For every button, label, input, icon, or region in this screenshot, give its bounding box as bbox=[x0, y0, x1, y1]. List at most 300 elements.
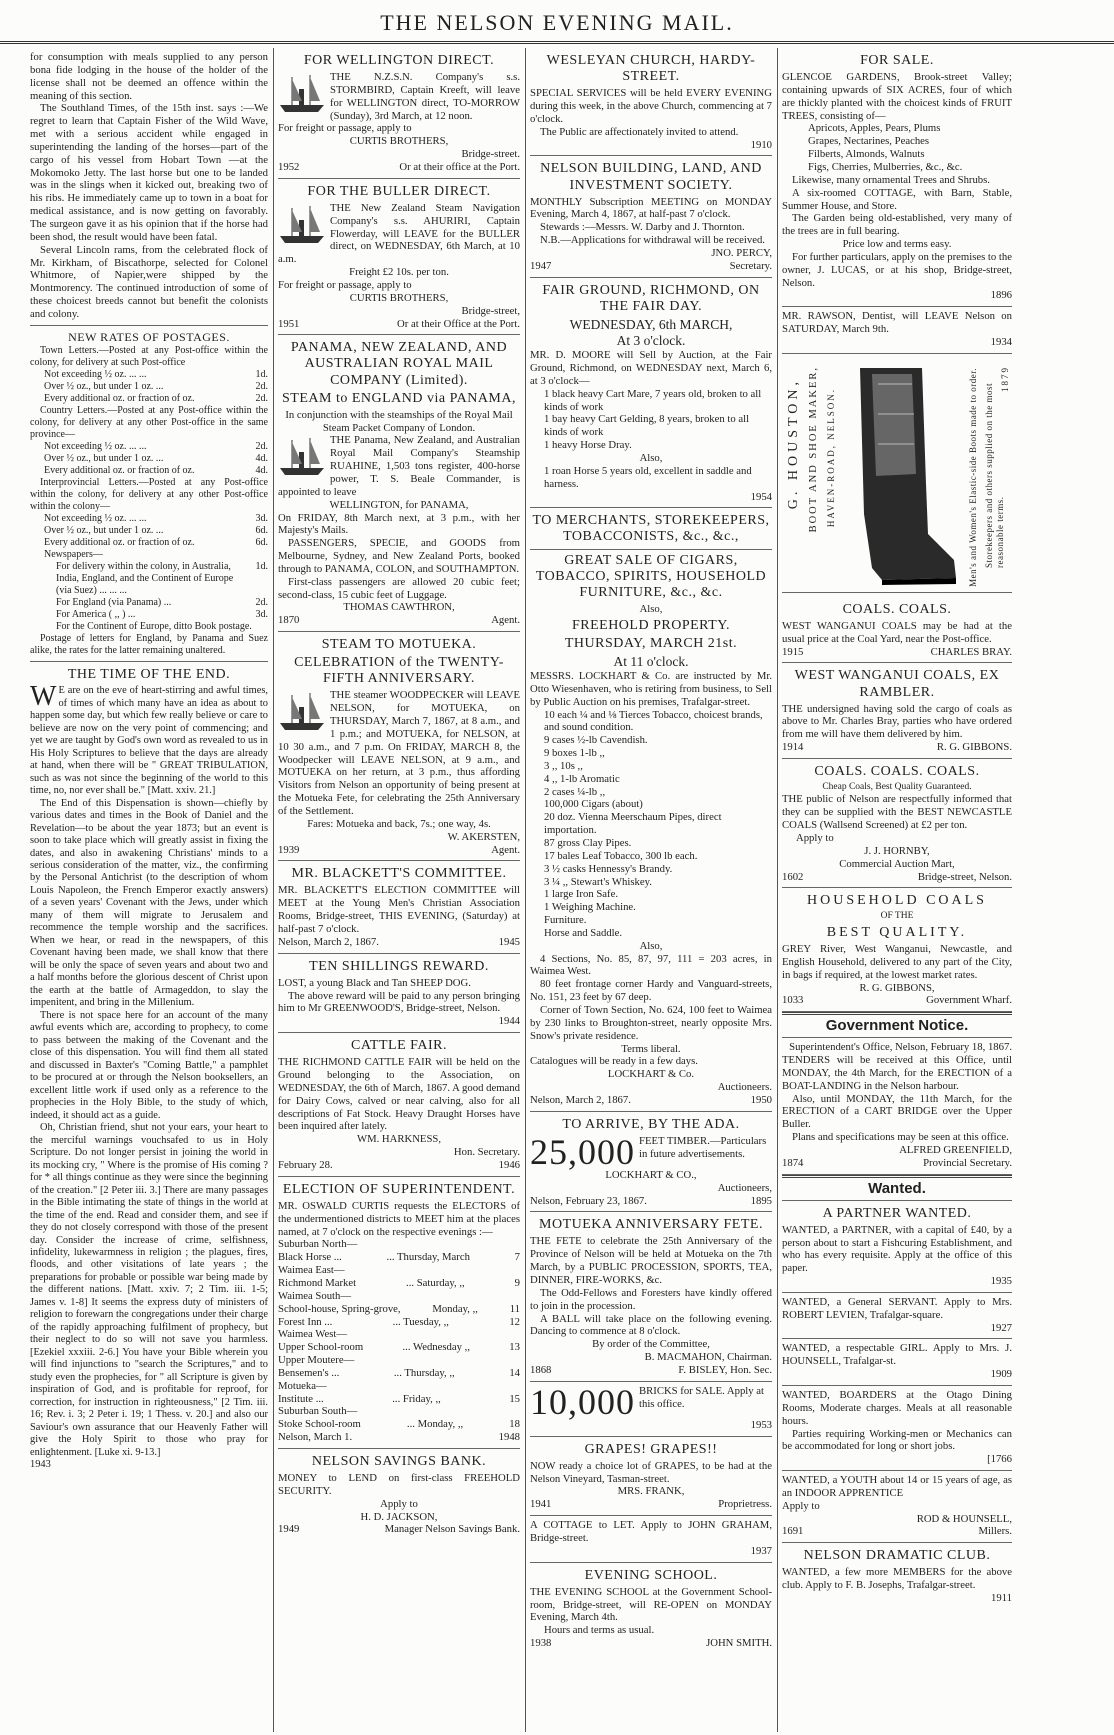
ad-west-wanganui-rambler bbox=[782, 663, 1012, 759]
ad-number: 1895 bbox=[750, 1194, 772, 1207]
election-row-cell: 14 bbox=[509, 1366, 520, 1379]
ad-signature: Secretary. bbox=[729, 259, 772, 272]
postage-row-cell: 4d. bbox=[255, 453, 268, 465]
ad-signature: Agent. bbox=[491, 843, 520, 856]
ad-heading: MR. BLACKETT'S COMMITTEE. bbox=[291, 866, 507, 882]
ad-signature: MRS. FRANK, bbox=[617, 1485, 685, 1498]
ad-partner-wanted bbox=[782, 1201, 1012, 1293]
postage-text: Country Letters.—Posted at any Post-office within the colony, for delivery at any other Post-office in the same province— bbox=[30, 405, 268, 441]
election-row-cell: 11 bbox=[509, 1302, 520, 1315]
postage-row bbox=[44, 441, 268, 453]
ad-signature: R. G. GIBBONS, bbox=[859, 981, 935, 994]
ad-date: Nelson, March 2, 1867. bbox=[278, 935, 379, 948]
election-row-cell: Forest Inn ... bbox=[278, 1315, 333, 1328]
ad-text: WANTED, a General SERVANT. Apply to Mrs. ROBERT LEVIEN, Trafalgar-square. bbox=[782, 1295, 1012, 1321]
ad-text: WEST WANGANUI COALS may be had at the usual price at the Coal Yard, near the Post-office. bbox=[782, 619, 1012, 645]
steamship-icon bbox=[278, 434, 326, 478]
postage-row-cell: Not exceeding ½ oz. ... ... bbox=[44, 369, 147, 381]
auction-list bbox=[530, 388, 772, 452]
election-row-cell: 15 bbox=[509, 1392, 520, 1405]
election-row bbox=[278, 1393, 520, 1406]
ad-signature: CURTIS BROTHERS, bbox=[349, 135, 449, 148]
ad-footer bbox=[782, 1525, 1012, 1538]
section-heading: Government Notice. bbox=[825, 1017, 969, 1035]
masthead bbox=[0, 0, 1114, 44]
postage-row-cell: 2d. bbox=[255, 441, 268, 453]
auction-item: 1 Weighing Machine. bbox=[544, 901, 636, 914]
ad-text: For freight or passage, apply to bbox=[278, 279, 412, 291]
ad-footer bbox=[782, 646, 1012, 659]
ad-signature: Hon. Secretary. bbox=[453, 1146, 520, 1159]
election-row-cell: Institute ... bbox=[278, 1392, 324, 1405]
ad-signature: LOCKHART & Co. bbox=[607, 1068, 695, 1081]
ad-text: A BALL will take place on the following evening. Dancing to commence at 8 o'clock. bbox=[530, 1312, 772, 1338]
ad-number: 1953 bbox=[750, 1418, 772, 1431]
postage-row bbox=[44, 369, 268, 381]
ad-number: 1946 bbox=[498, 1158, 520, 1171]
postage-rate-table bbox=[30, 513, 268, 549]
column-rule bbox=[525, 48, 526, 1732]
ad-signature: J. J. HORNBY, bbox=[864, 844, 930, 857]
auction-item: 1 large Iron Safe. bbox=[544, 888, 618, 901]
ad-text: MR. D. MOORE will Sell by Auction, at the Fair Ground, Richmond, on WEDNESDAY next, March 6, at 3 o'clock— bbox=[530, 349, 772, 387]
election-row bbox=[278, 1238, 520, 1251]
ad-text: SPECIAL SERVICES will be held EVERY EVENING during this week, in the above Church, commencing at 7 o'clock. bbox=[530, 87, 772, 125]
ad-number: 1874 bbox=[782, 1156, 804, 1169]
ad-text: GLENCOE GARDENS, Brook-street Valley; containing upwards of SIX ACRES, four of which are thickly planted with the choicest kinds of FRUIT TREES, consisting of— bbox=[782, 71, 1012, 122]
ad-heading: WESLEYAN CHURCH, HARDY-STREET. bbox=[546, 53, 756, 85]
election-row bbox=[278, 1316, 520, 1329]
article-text: The End of this Dispensation is shown—chiefly by various dates and times in the Book of Daniel and the Revelation—to be about the year 1873; but an event is soon to take place which will greatly assist in fixing the dates, and also in awakening Christians' minds to a serious consideration of the matter, viz., the confirming by the Personal Antichrist (to the description of whom Louis Napoleon, the French Emperor exactly answers) of a seven years' Covenant with the Jews, under which many of them will migrate to Jerusalem and recommence the temple worship and the sacrifices. When we hear, or read in the newspapers, of this Covenant having been made, we shall know that there will be only the space of seven years and about two and a half months before the glorious descent of Christ upon the earth at the battle of Armageddon, to slay the impenitent, and bring in the Millenium. bbox=[30, 797, 268, 1009]
ad-household-coals bbox=[782, 888, 1012, 1012]
ad-number: 1914 bbox=[782, 741, 804, 754]
ad-text: FEET TIMBER.—Particulars in future advertisements. bbox=[639, 1134, 767, 1160]
ad-signature: W. AKERSTEN, bbox=[447, 830, 520, 843]
ad-girl-wanted bbox=[782, 1339, 1012, 1386]
ad-text: Likewise, many ornamental Trees and Shrubs. bbox=[792, 173, 990, 186]
ad-heading: NELSON SAVINGS BANK. bbox=[311, 1453, 487, 1469]
ad-text: For freight or passage, apply to bbox=[278, 122, 412, 135]
election-row bbox=[278, 1418, 520, 1431]
election-row-cell: Waimea East— bbox=[278, 1264, 345, 1277]
ad-fair-ground-auction bbox=[530, 278, 772, 509]
ad-text: THE undersigned having sold the cargo of coals as above to Mr. Charles Bray, parties who have ordered from me will have them delivered by him. bbox=[782, 702, 1012, 741]
auction-item: 3 ½ casks Hennessy's Brandy. bbox=[544, 862, 673, 875]
ad-heading: NELSON DRAMATIC CLUB. bbox=[803, 1548, 991, 1564]
ad-panama-mail bbox=[278, 335, 520, 632]
ad-signature: Agent. bbox=[491, 614, 520, 627]
ad-signature: H. D. JACKSON, bbox=[360, 1510, 438, 1523]
ad-text: Catalogues will be ready in a few days. bbox=[530, 1055, 698, 1068]
postage-row-cell: 3d. bbox=[255, 513, 268, 525]
postage-text: Town Letters.—Posted at any Post-office within the colony, for delivery at such Post-office bbox=[30, 345, 268, 369]
ad-wellington-direct bbox=[278, 48, 520, 179]
ad-text: WANTED, a few more MEMBERS for the above club. Apply to F. B. Josephs, Trafalgar-street. bbox=[782, 1566, 1012, 1592]
ad-signature: Millers. bbox=[978, 1525, 1012, 1538]
ad-signature: F. BISLEY, Hon. Sec. bbox=[678, 1363, 772, 1376]
ad-number: 1944 bbox=[498, 1015, 520, 1028]
ad-heading: EVENING SCHOOL. bbox=[584, 1567, 718, 1583]
auction-item: 9 boxes 1-lb ,, bbox=[544, 747, 605, 760]
boot-ad-trade: BOOT AND SHOE MAKER, bbox=[808, 365, 819, 533]
ad-number: 1941 bbox=[530, 1498, 552, 1511]
ad-signature: CHARLES BRAY. bbox=[930, 645, 1012, 658]
ad-text: Fares: Motueka and back, 7s.; one way, 4s. bbox=[307, 817, 491, 830]
ad-heading: FOR SALE. bbox=[860, 53, 934, 68]
ad-number: 1938 bbox=[530, 1637, 552, 1650]
ad-number: [1766 bbox=[987, 1453, 1012, 1466]
ad-text: Also, bbox=[639, 939, 663, 952]
ad-government-tenders bbox=[782, 1038, 1012, 1174]
ad-text: MR. OSWALD CURTIS requests the ELECTORS of the undermentioned districts to MEET him at the places named, at 7 o'clock on the respective evenings :— bbox=[278, 1199, 520, 1238]
postage-label: For delivery within the colony, in Australia, India, England, and the Continent of Europe (via Suez) ... ... ... bbox=[56, 561, 234, 597]
ad-footer bbox=[278, 318, 520, 331]
ad-footer bbox=[278, 614, 520, 627]
postage-row bbox=[44, 525, 268, 537]
postage-text: Postage of letters for England, by Panama and Suez alike, the rates for the latter remaining unaltered. bbox=[30, 633, 268, 657]
postage-row-cell: Over ½ oz., but under 1 oz. ... bbox=[44, 525, 164, 537]
ad-rawson-dentist bbox=[782, 307, 1012, 354]
ad-number: 1943 bbox=[30, 1459, 51, 1471]
ad-text: THE New Zealand Steam Navigation Company's s.s. AHURIRI, Captain Flowerday, will LEAVE for the BULLER direct, on WEDNESDAY, 6th March, at 10 a.m. bbox=[278, 201, 520, 266]
column-rule bbox=[777, 48, 778, 1732]
ad-text: THE RICHMOND CATTLE FAIR will be held on the Ground belonging to the Association, on WEDNESDAY, the 6th of March, 1867. A good demand for Dairy Cows, calved or near calving, also for all descriptions of Fat Stock. Heavy Draught Horses have been inquired after lately. bbox=[278, 1056, 520, 1133]
ad-signature: JOHN SMITH. bbox=[706, 1637, 772, 1650]
auction-list bbox=[530, 709, 772, 940]
column-4 bbox=[782, 48, 1012, 1732]
ad-heading: HOUSEHOLD COALS bbox=[807, 893, 987, 909]
ad-blackett-committee bbox=[278, 861, 520, 953]
column-3 bbox=[530, 48, 772, 1732]
article-text: Oh, Christian friend, shut not your ears, your heart to the merciful warnings vouchsafed to us in Holy Scripture. Do not longer persist in joining the world in its mocking cry, " Where is the promise of His coming ? for * all things continue as they were since the beginning of the creation." [2 Peter iii. 3.] There are many passages in the Bible intimating the state of things in the world at the time of the end. Read and consider them, and see if they do not closely correspond with those of the present day. Consider the increase of crime, selfishness, infidelity, lukewarmness in religion ; the plagues, fires, floods, and other visitations of late years ; the preparations for probable or possible war being made by the different nations. [Matt. xxiv. 7; 2 Tim. iii. 1-5; James v. 1-8] It seems the express duty of ministers of religion to forewarn the congregations under their charge of the rapidly approaching fulfilment of prophecy, but their neglect to do so will not save you harmless. [Ezekiel xxxiii. 2-6.] You have your Bible wherein you will find injunctions to "search the Scriptures," and to study even the prophecies, for " all Scripture is given by inspiration of God, and is profitable for reproof, for correction, for instruction in righteousness," [2 Tim. iii. 16; Rev. i. 3; 2 Peter i. 19; 1 Thess. v. 20.] and also our Saviour's own assurance that our Heavenly Father will give the Holy Spirit to those who pray for enlightenment. [Luke xi. 9-13.] bbox=[30, 1122, 268, 1458]
ad-footer bbox=[278, 844, 520, 857]
ad-number: 1602 bbox=[782, 870, 804, 883]
election-row-cell: ... Tuesday, ,, bbox=[392, 1315, 449, 1328]
ad-date: February 28. bbox=[278, 1158, 333, 1171]
election-schedule bbox=[278, 1238, 520, 1431]
election-row-cell: Suburban North— bbox=[278, 1238, 358, 1251]
ad-footer bbox=[782, 994, 1012, 1007]
ad-text: THE N.Z.S.N. Company's s.s. STORMBIRD, Captain Kreeft, will leave for WELLINGTON direct, TO-MORROW (Sunday), 3rd March, at 12 noon. bbox=[330, 71, 520, 122]
election-row-cell: 9 bbox=[514, 1276, 520, 1289]
election-row-cell: ... Thursday, March bbox=[386, 1251, 470, 1264]
ad-heading: COALS. COALS. COALS. bbox=[814, 764, 980, 779]
ad-signature: Proprietress. bbox=[718, 1498, 772, 1511]
article-text: Several Lincoln rams, from the celebrated flock of Mr. Kirkham, of Biscathorpe, selected for Colonel Whitmore, of Napier,were shipped by the Montmorency. The continued introduction of some of these choicest breeds cannot but benefit the colonists and colony. bbox=[30, 243, 268, 320]
ad-text: 80 feet frontage corner Hardy and Vanguard-streets, No. 151, 23 feet by 67 deep. bbox=[530, 978, 772, 1004]
ad-text: 4 Sections, No. 85, 87, 97, 111 = 203 acres, in Waimea West. bbox=[530, 952, 772, 978]
postage-value: 3d. bbox=[255, 609, 268, 621]
postage-row bbox=[44, 381, 268, 393]
ad-heading: TEN SHILLINGS REWARD. bbox=[309, 958, 489, 974]
ad-footer bbox=[530, 1364, 772, 1377]
ad-evening-school bbox=[530, 1563, 772, 1654]
ad-text: WANTED, BOARDERS at the Otago Dining Rooms, Moderate charges. Meals at all reasonable hours. bbox=[782, 1389, 1012, 1427]
ad-text: BRICKS for SALE. Apply at this office. bbox=[639, 1384, 764, 1410]
ad-heading: FAIR GROUND, RICHMOND, ON THE FAIR DAY. bbox=[542, 282, 760, 314]
election-row bbox=[278, 1328, 520, 1341]
ad-number: 1934 bbox=[990, 335, 1012, 348]
ad-signature: ROD & HOUNSELL, bbox=[916, 1512, 1012, 1525]
postage-rate-table bbox=[30, 441, 268, 477]
postage-newspapers-label: Newspapers— bbox=[44, 549, 103, 561]
ad-number: 1939 bbox=[278, 843, 300, 856]
steamship-icon bbox=[278, 71, 326, 115]
ad-heading: CATTLE FAIR. bbox=[351, 1038, 447, 1054]
ad-number: 1947 bbox=[530, 259, 552, 272]
auction-item: 2 cases ¼-lb ,, bbox=[544, 785, 606, 798]
ad-heading: COALS. COALS. bbox=[842, 601, 952, 617]
postage-row-cell: 2d. bbox=[255, 381, 268, 393]
ad-subheading: FREEHOLD PROPERTY. bbox=[571, 617, 731, 633]
ad-text: Also, bbox=[639, 602, 663, 615]
ad-motueka-fete bbox=[530, 1212, 772, 1381]
ad-text: WANTED, a PARTNER, with a capital of £40, by a person about to start a Fishcuring Establishment, and who has every requisite. Apply at the office of this paper. bbox=[782, 1223, 1012, 1275]
ad-text: First-class passengers are allowed 20 cubic feet; second-class, 15 cubic feet of Luggage. bbox=[278, 575, 520, 601]
auction-item: 20 doz. Vienna Meerschaum Pipes, direct importation. bbox=[544, 811, 722, 837]
auction-item: 4 ,, 1-lb Aromatic bbox=[544, 772, 620, 785]
ad-text: The Garden being old-established, very many of the trees are in full bearing. bbox=[782, 212, 1012, 238]
auction-item: 9 cases ½-lb Cavendish. bbox=[544, 734, 648, 747]
article-text: E are on the eve of heart-stirring and awful times, of times of which many have an idea as about to happen some day, but which few really believe or care to believe are now on the very point of commencing; and yet we are taught by God's own word as revealed to us in His Holy Scriptures to believe that the days are already at hand, when there will be " GREAT TRIBULATION, such as was not since the beginning of the world to this time, no, nor ever shall be." [Matt. xxiv. 21.] bbox=[30, 685, 268, 797]
auction-item: 10 each ¼ and ⅛ Tierces Tobacco, choicest brands, and sound condition. bbox=[544, 708, 763, 734]
ad-heading: PANAMA, NEW ZEALAND, AND AUSTRALIAN ROYAL MAIL COMPANY (Limited). bbox=[290, 340, 508, 388]
ad-footer bbox=[278, 1159, 520, 1172]
ad-text: A COTTAGE to LET. Apply to JOHN GRAHAM, Bridge-street. bbox=[530, 1519, 772, 1544]
ad-footer bbox=[278, 936, 520, 949]
ad-date: THURSDAY, MARCH 21st. bbox=[564, 635, 738, 651]
postage-row bbox=[30, 597, 268, 609]
election-row-cell: 18 bbox=[509, 1418, 520, 1431]
election-row-cell: ... Thursday, ,, bbox=[393, 1366, 455, 1379]
ad-text: N.B.—Applications for withdrawal will be received. bbox=[540, 234, 765, 247]
column-rule bbox=[273, 48, 274, 1732]
ad-footer bbox=[530, 1637, 772, 1650]
boot-ad-name: G. HOUSTON, bbox=[786, 377, 801, 510]
ad-number: 1952 bbox=[278, 161, 300, 173]
election-row-cell: Richmond Market bbox=[278, 1276, 357, 1289]
ad-text: The Public are affectionately invited to attend. bbox=[540, 125, 739, 138]
postage-row-cell: Over ½ oz., but under 1 oz. ... bbox=[44, 453, 164, 465]
ad-heading: FOR WELLINGTON DIRECT. bbox=[303, 53, 495, 68]
ad-number: 1951 bbox=[278, 317, 300, 330]
ad-text: Corner of Town Section, No. 624, 100 feet to Waimea by 230 links to Broughton-street, nearly opposite Mrs. Snow's private residence. bbox=[530, 1003, 772, 1042]
postage-row-cell: 6d. bbox=[255, 537, 268, 549]
ad-heading: ELECTION OF SUPERINTENDENT. bbox=[282, 1181, 516, 1197]
steamship-icon bbox=[278, 202, 326, 246]
ad-text: Freight £2 10s. per ton. bbox=[349, 266, 449, 279]
ad-footer bbox=[530, 1498, 772, 1511]
newspaper-title: THE NELSON EVENING MAIL. bbox=[380, 10, 734, 35]
ad-signature: Bridge-street, Nelson. bbox=[917, 870, 1012, 883]
ad-signature: Auctioneers, bbox=[717, 1181, 772, 1194]
ad-coals-hornby bbox=[782, 759, 1012, 888]
ad-signature: R. G. GIBBONS. bbox=[936, 741, 1012, 754]
ad-building-society bbox=[530, 156, 772, 277]
fruit-list bbox=[782, 122, 1012, 173]
ad-footer bbox=[530, 1094, 772, 1107]
ad-text: For further particulars, apply on the premises to the owner, J. LUCAS, or at his shop, Bridge-street, Nelson. bbox=[782, 250, 1012, 289]
ad-signature: JNO. PERCY, bbox=[711, 246, 772, 259]
ad-text: Also, until MONDAY, the 11th March, for the ERECTION of a CART BRIDGE over the Upper Buller. bbox=[782, 1092, 1012, 1131]
ad-text: THE FETE to celebrate the 25th Anniversary of the Province of Nelson will be held at Motueka on the 7th March, by a PUBLIC PROCESSION, SPORTS, TEA, DINNER, FIRE-WORKS, &c. bbox=[530, 1235, 772, 1286]
ad-text: PASSENGERS, SPECIE, and GOODS from Melbourne, Sydney, and New Zealand Ports, booked through to PANAMA, COLON, and SOUTHAMPTON. bbox=[278, 537, 520, 575]
ad-number: 1950 bbox=[750, 1093, 772, 1106]
ad-footer bbox=[530, 260, 772, 273]
postage-row-cell: 2d. bbox=[255, 393, 268, 405]
ad-number: 1935 bbox=[990, 1275, 1012, 1288]
election-row bbox=[278, 1303, 520, 1316]
ad-text: MR. BLACKETT'S ELECTION COMMITTEE will MEET at the Young Men's Christian Association Rooms, Bridge-street, THIS EVENING, (Saturday) at half-past 7 o'clock. bbox=[278, 884, 520, 935]
article-postage-rates bbox=[30, 326, 268, 662]
postage-row-cell: 6d. bbox=[255, 525, 268, 537]
election-row-cell: 7 bbox=[514, 1251, 520, 1264]
boot-ad-text: Storekeepers and others supplied on the most reasonable terms. bbox=[984, 382, 1005, 568]
ad-coals-bray bbox=[782, 597, 1012, 664]
ad-signature: Or at their Office at the Port. bbox=[397, 317, 520, 330]
ad-text: WANTED, a respectable GIRL. Apply to Mrs. J. HOUNSELL, Trafalgar-st. bbox=[782, 1342, 1012, 1368]
ad-heading: MOTUEKA ANNIVERSARY FETE. bbox=[539, 1217, 763, 1233]
ad-number: 1868 bbox=[530, 1363, 552, 1376]
postage-row bbox=[44, 513, 268, 525]
auction-item: 1 bay heavy Cart Gelding, 8 years, broken to all kinds of work bbox=[544, 413, 750, 439]
ad-heading: A PARTNER WANTED. bbox=[822, 1205, 972, 1221]
ad-heading: TO MERCHANTS, STOREKEEPERS, TOBACCONISTS, &c., &c., bbox=[532, 513, 770, 545]
fruit-item: Grapes, Nectarines, Peaches bbox=[808, 135, 930, 148]
auction-item: 87 gross Clay Pipes. bbox=[544, 837, 632, 849]
postage-row bbox=[30, 561, 268, 597]
ad-heading: WEST WANGANUI COALS, EX RAMBLER. bbox=[794, 668, 1000, 700]
ad-text: Terms liberal. bbox=[621, 1042, 681, 1055]
ad-signature: Provincial Secretary. bbox=[923, 1156, 1012, 1169]
ad-text: The Odd-Fellows and Foresters have kindly offered to join in the procession. bbox=[530, 1286, 772, 1312]
ad-subheading: CELEBRATION of the TWENTY-FIFTH ANNIVERSARY. bbox=[294, 655, 504, 687]
column-1 bbox=[30, 48, 268, 1732]
ad-text: In conjunction with the steamships of the Royal Mail Steam Packet Company of London. bbox=[285, 408, 513, 434]
article-licensing bbox=[30, 48, 268, 326]
ad-to-arrive-ada bbox=[530, 1112, 772, 1213]
ad-footer bbox=[278, 1523, 520, 1536]
election-row bbox=[278, 1277, 520, 1290]
ad-number: 1691 bbox=[782, 1525, 804, 1538]
ad-steam-motueka bbox=[278, 632, 520, 861]
election-row-cell: Black Horse ... bbox=[278, 1251, 342, 1264]
ad-buller-direct bbox=[278, 179, 520, 336]
ad-grapes bbox=[530, 1437, 772, 1516]
ad-heading: TO ARRIVE, BY THE ADA. bbox=[562, 1116, 740, 1132]
postage-text: Interprovincial Letters.—Posted at any Post-office within the colony, for delivery at any other Post-office within the colony— bbox=[30, 477, 268, 513]
ad-footer bbox=[782, 741, 1012, 754]
postage-row-cell: Every additional oz. or fraction of oz. bbox=[44, 537, 195, 549]
postage-value: 1d. bbox=[255, 561, 268, 573]
article-heading: NEW RATES OF POSTAGES. bbox=[68, 329, 230, 344]
ad-wesleyan-church bbox=[530, 48, 772, 156]
ad-youth-wanted bbox=[782, 1471, 1012, 1543]
article-text: There is not space here for an account of the many awful events which are, according to prophecy, to come to pass between the making of the Covenant and the close of this dispensation. You will find them all stated and discussed in Baxter's "Coming Battle," a pamphlet to be procured at or through the Nelson booksellers, an excellent little work if used only as a reference to the prophecies in the Holy Bible, to the study of which, indeed, it should act as a guide. bbox=[30, 1009, 268, 1121]
ad-date: Nelson, March 1. bbox=[278, 1431, 353, 1444]
fruit-item: Figs, Cherries, Mulberries, &c., &c. bbox=[808, 161, 963, 173]
ad-bricks bbox=[530, 1382, 772, 1437]
postage-row: For the Continent of Europe, ditto Book postage. bbox=[56, 621, 252, 633]
postage-row bbox=[30, 609, 268, 621]
ad-servant-wanted bbox=[782, 1293, 1012, 1340]
ad-text: THE Panama, New Zealand, and Australian Royal Mail Company's Steamship RUAHINE, 1,503 tons register, 400-horse power, T. S. Beale Commander, is appointed to leave bbox=[278, 434, 520, 498]
auction-item: 17 bales Leaf Tobacco, 300 lb each. bbox=[544, 849, 698, 862]
ad-number: 1870 bbox=[278, 614, 300, 627]
election-row-cell: Motueka— bbox=[278, 1379, 327, 1392]
section-government-notice bbox=[782, 1012, 1012, 1038]
ad-text: Plans and specifications may be seen at this office. bbox=[792, 1131, 1009, 1144]
ad-date: WEDNESDAY, 6th MARCH, bbox=[569, 316, 733, 332]
ad-signature: Or at their office at the Port. bbox=[399, 161, 520, 173]
ad-heading: BEST QUALITY. bbox=[826, 924, 968, 940]
ad-number: 1909 bbox=[990, 1368, 1012, 1381]
election-row-cell: ... Wednesday ,, bbox=[402, 1341, 470, 1354]
ad-election-superintendent bbox=[278, 1177, 520, 1449]
ad-cottage-to-let bbox=[530, 1516, 772, 1563]
ad-time: At 3 o'clock. bbox=[616, 333, 686, 349]
ad-text: MONTHLY Subscription MEETING on MONDAY Evening, March 4, 1867, at half-past 7 o'clock. bbox=[530, 195, 772, 221]
ad-text: TENDERS will be received at this Office, until MONDAY, the 4th March, for the ERECTION of a BOAT-LANDING in the Nelson harbour. bbox=[782, 1054, 1012, 1092]
ad-number: 1949 bbox=[278, 1523, 300, 1536]
ad-text: THE EVENING SCHOOL at the Government School-room, Bridge-street, will RE-OPEN on MONDAY Evening, March 4th. bbox=[530, 1585, 772, 1624]
boot-icon bbox=[842, 364, 962, 589]
postage-row-cell: Not exceeding ½ oz. ... ... bbox=[44, 441, 147, 453]
election-row-cell: Stoke School-room bbox=[278, 1418, 361, 1431]
postage-row bbox=[44, 453, 268, 465]
ad-subheading: Cheap Coals, Best Quality Guaranteed. bbox=[822, 782, 972, 793]
boot-ad-text: Men's and Women's Elastic-side Boots made to order. bbox=[968, 367, 978, 587]
ad-date: Nelson, February 23, 1867. bbox=[530, 1194, 647, 1207]
ad-footer bbox=[530, 1195, 772, 1208]
postage-row bbox=[44, 537, 268, 549]
ad-text: Price low and terms easy. bbox=[842, 238, 952, 251]
ad-signature: Commercial Auction Mart, bbox=[839, 857, 955, 870]
election-row-cell: Waimea South— bbox=[278, 1289, 352, 1302]
ad-date: Superintendent's Office, Nelson, February 18, 1867. bbox=[789, 1041, 1012, 1054]
ad-text: Apply to bbox=[782, 1499, 820, 1512]
ad-footer bbox=[278, 1431, 520, 1444]
election-row-cell: 12 bbox=[509, 1315, 520, 1328]
ad-text: Apply to bbox=[380, 1497, 418, 1510]
ad-text: The above reward will be paid to any person bringing him to Mr GREENWOOD'S, Bridge-street, Nelson. bbox=[278, 989, 520, 1015]
section-wanted bbox=[782, 1175, 1012, 1201]
ad-houston-boots bbox=[782, 358, 1012, 593]
postage-label: For England (via Panama) ... bbox=[56, 597, 172, 609]
postage-row-cell: Not exceeding ½ oz. ... ... bbox=[44, 513, 147, 525]
ad-text: Also, bbox=[639, 451, 663, 464]
ad-number: 1945 bbox=[498, 935, 520, 948]
election-row bbox=[278, 1380, 520, 1393]
ad-number: 1879 bbox=[1000, 365, 1010, 392]
postage-row-cell: Every additional oz. or fraction of oz. bbox=[44, 465, 195, 477]
auction-item: Furniture. bbox=[544, 914, 587, 927]
column-2 bbox=[278, 48, 520, 1732]
ad-text: By order of the Committee, bbox=[592, 1338, 710, 1351]
article-text: for consumption with meals supplied to any person bona fide lodging in the house of the holder of the license shall not be deemed an offence within the meaning of this section. bbox=[30, 51, 268, 102]
auction-item: 1 heavy Horse Dray. bbox=[544, 439, 632, 452]
ad-signature: Bridge-street. bbox=[461, 148, 520, 161]
ad-heading: NELSON BUILDING, LAND, AND INVESTMENT SOCIETY. bbox=[540, 161, 762, 193]
ad-cattle-fair bbox=[278, 1033, 520, 1177]
ad-footer bbox=[278, 161, 520, 174]
postage-row-cell: Over ½ oz., but under 1 oz. ... bbox=[44, 381, 164, 393]
election-row bbox=[278, 1264, 520, 1277]
postage-label: For America ( ,, ) ... bbox=[56, 609, 136, 621]
ad-heading: FOR THE BULLER DIRECT. bbox=[307, 183, 491, 199]
auction-item: 1 roan Horse 5 years old, excellent in saddle and harness. bbox=[544, 464, 752, 490]
ad-subheading: OF THE bbox=[880, 911, 914, 922]
